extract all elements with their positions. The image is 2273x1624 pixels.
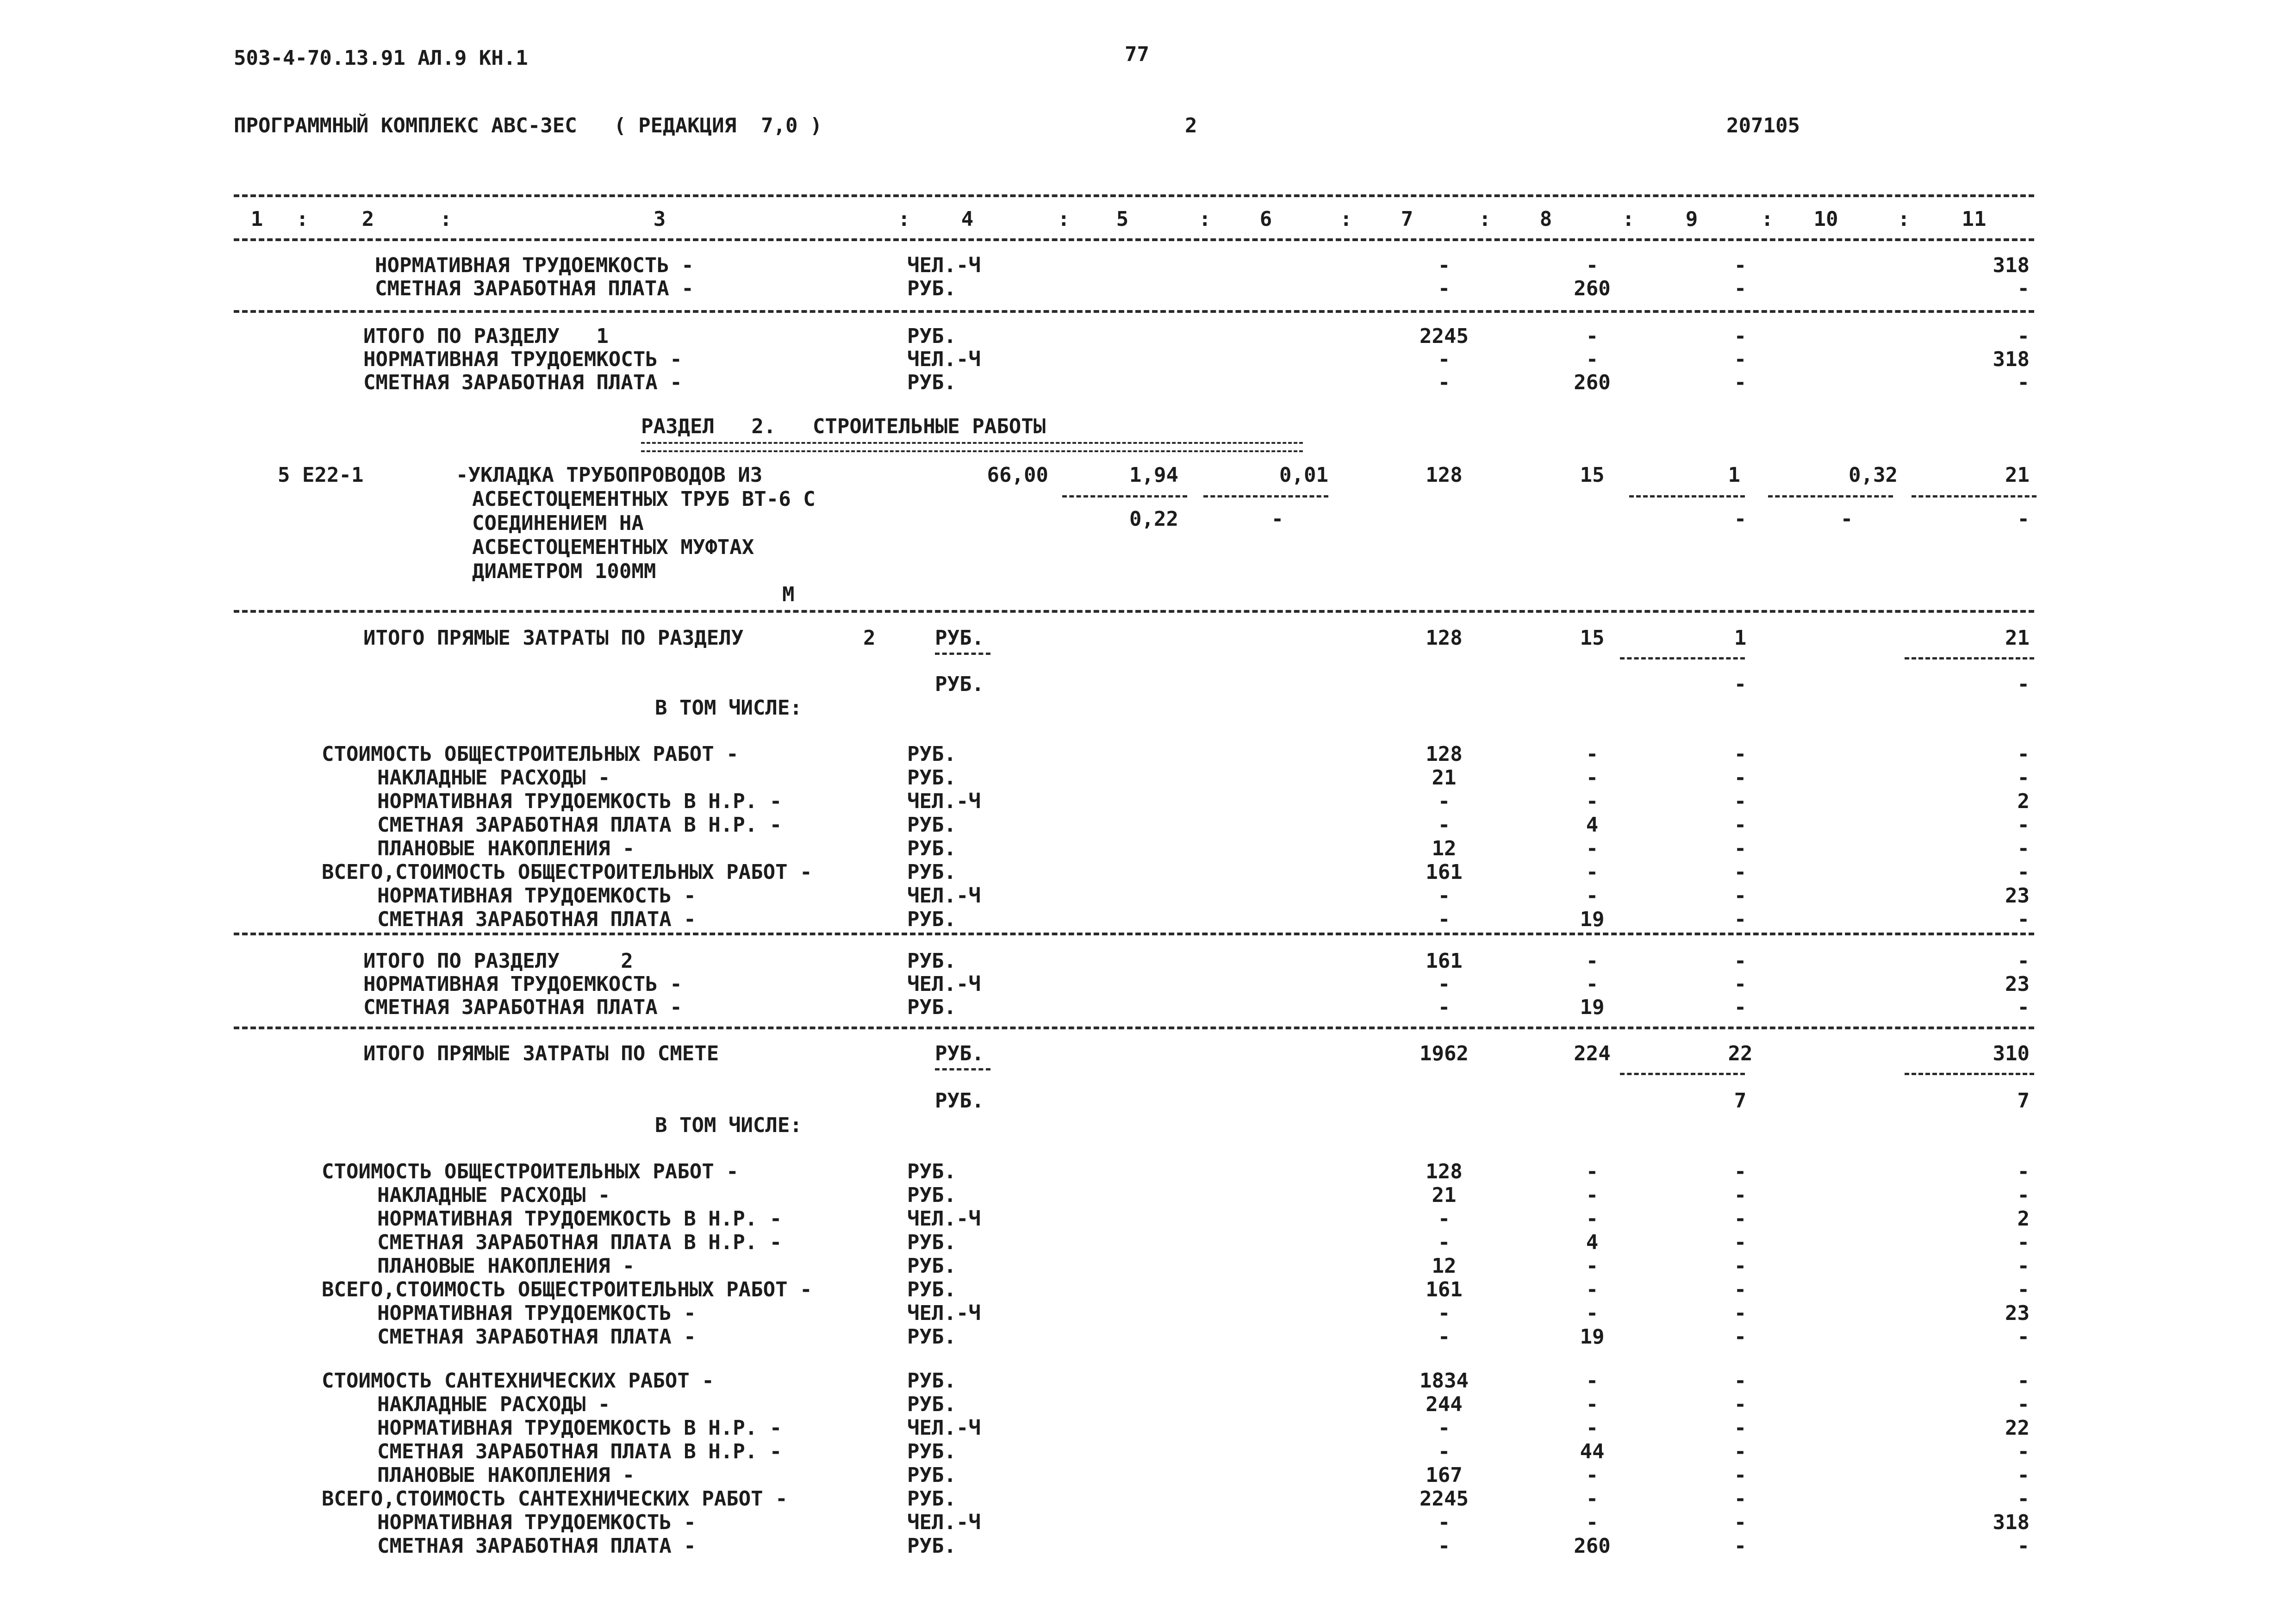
row-col8: - — [1586, 1254, 1599, 1278]
document-id: 207105 — [1726, 114, 1800, 137]
row-col9: - — [1734, 790, 1747, 813]
row-col7: 161 — [1426, 860, 1463, 884]
row-unit: ЧЕЛ.-Ч — [907, 1207, 981, 1231]
row-col9: - — [1734, 1183, 1747, 1207]
row-col7: - — [1438, 1301, 1451, 1325]
estimate-col9-underline — [1620, 1073, 1745, 1075]
row-col7: - — [1438, 996, 1451, 1019]
row-col7: - — [1438, 348, 1451, 371]
row-col8: - — [1586, 766, 1599, 790]
direct-col11-underline — [1905, 657, 2034, 660]
row-col8: - — [1586, 790, 1599, 813]
column-header-11: 11 — [1962, 207, 1987, 231]
row-col9: - — [1734, 324, 1747, 348]
row-col9: - — [1734, 860, 1747, 884]
row-col11: - — [2017, 1534, 2030, 1558]
row-label: СМЕТНАЯ ЗАРАБОТНАЯ ПЛАТА - — [377, 908, 696, 931]
row-col11: - — [2017, 813, 2030, 837]
row-unit: РУБ. — [907, 1440, 956, 1463]
row-col9: - — [1734, 1160, 1747, 1183]
row-col8: - — [1586, 1416, 1599, 1440]
direct-col9-underline — [1620, 657, 1745, 660]
row-col8: 4 — [1586, 1231, 1599, 1254]
column-separator: : — [296, 207, 309, 231]
row-col8: - — [1586, 1183, 1599, 1207]
row-label: СМЕТНАЯ ЗАРАБОТНАЯ ПЛАТА - — [377, 1534, 696, 1558]
row-col9: - — [1734, 742, 1747, 766]
row-col11: - — [2017, 837, 2030, 860]
row-label: ПЛАНОВЫЕ НАКОПЛЕНИЯ - — [377, 1463, 635, 1487]
row-col11: 318 — [1993, 254, 2030, 277]
item-price-wage: 0,22 — [1129, 507, 1178, 531]
row-unit: РУБ. — [907, 371, 956, 394]
row-unit: РУБ. — [907, 813, 956, 837]
row-col7: 244 — [1426, 1393, 1463, 1416]
including-heading: В ТОМ ЧИСЛЕ: — [655, 696, 802, 720]
row-unit: ЧЕЛ.-Ч — [907, 972, 981, 996]
row-unit: РУБ. — [907, 1183, 956, 1207]
column-header-5: 5 — [1116, 207, 1129, 231]
estimate-col9: 22 — [1728, 1042, 1753, 1065]
row-col8: 19 — [1580, 908, 1605, 931]
estimate-direct-unit: РУБ. — [935, 1042, 984, 1065]
estimate-including-heading: В ТОМ ЧИСЛЕ: — [655, 1114, 802, 1137]
row-label: НОРМАТИВНАЯ ТРУДОЕМКОСТЬ - — [377, 1511, 696, 1534]
row-label: НАКЛАДНЫЕ РАСХОДЫ - — [377, 1183, 610, 1207]
row-col11: - — [2017, 1463, 2030, 1487]
row-col11: - — [2017, 1231, 2030, 1254]
row-col7: 167 — [1426, 1463, 1463, 1487]
row-label: ПЛАНОВЫЕ НАКОПЛЕНИЯ - — [377, 837, 635, 860]
estimate-col11-underline — [1905, 1073, 2034, 1075]
row-label: НАКЛАДНЫЕ РАСХОДЫ - — [377, 766, 610, 790]
section2-breakdown-rule — [234, 933, 2034, 935]
row-label: НОРМАТИВНАЯ ТРУДОЕМКОСТЬ В Н.Р. - — [377, 1207, 782, 1231]
row-col7: - — [1438, 277, 1451, 300]
row-label: ИТОГО ПО РАЗДЕЛУ 1 — [363, 324, 609, 348]
direct-col7: 128 — [1426, 626, 1463, 650]
column-separator: : — [1622, 207, 1635, 231]
row-col8: - — [1586, 860, 1599, 884]
column-separator: : — [1058, 207, 1070, 231]
row-col11: - — [2017, 1183, 2030, 1207]
column-separator: : — [1898, 207, 1910, 231]
row-unit: РУБ. — [907, 1393, 956, 1416]
row-col11: - — [2017, 1278, 2030, 1301]
row-col11: - — [2017, 1487, 2030, 1511]
row-col9: - — [1734, 1463, 1747, 1487]
row-col8: - — [1586, 1278, 1599, 1301]
column-separator: : — [1340, 207, 1352, 231]
row-label: СМЕТНАЯ ЗАРАБОТНАЯ ПЛАТА В Н.Р. - — [377, 1231, 782, 1254]
column-separator: : — [1761, 207, 1774, 231]
row-unit: РУБ. — [907, 1325, 956, 1349]
row-col11: - — [2017, 1254, 2030, 1278]
estimate-col11: 310 — [1993, 1042, 2030, 1065]
item-col6: 0,01 — [1279, 463, 1328, 487]
row-col8: - — [1586, 1463, 1599, 1487]
row-col7: - — [1438, 1440, 1451, 1463]
row-col8: - — [1586, 1207, 1599, 1231]
row-col8: - — [1586, 972, 1599, 996]
row-col8: 44 — [1580, 1440, 1605, 1463]
column-header-1: 1 — [250, 207, 263, 231]
row-col7: - — [1438, 371, 1451, 394]
row-col9: - — [1734, 766, 1747, 790]
row-col9: - — [1734, 1393, 1747, 1416]
row-col11: - — [2017, 860, 2030, 884]
column-separator: : — [1479, 207, 1491, 231]
item-col6-wage: - — [1271, 507, 1284, 531]
column-separator: : — [440, 207, 452, 231]
item-description-line: СОЕДИНЕНИЕМ НА — [472, 511, 644, 535]
row-col9: - — [1734, 348, 1747, 371]
row-col8: 260 — [1574, 277, 1611, 300]
page-number: 77 — [1125, 43, 1149, 66]
item-description-line: АСБЕСТОЦЕМЕНТНЫХ МУФТАХ — [472, 535, 754, 559]
row-col7: 2245 — [1420, 324, 1469, 348]
col11-underline — [1912, 495, 2036, 498]
row-col7: - — [1438, 884, 1451, 908]
row-col9: - — [1734, 1416, 1747, 1440]
row-unit: РУБ. — [907, 742, 956, 766]
section2-total-rule — [234, 1027, 2034, 1029]
row-label: СМЕТНАЯ ЗАРАБОТНАЯ ПЛАТА - — [377, 1325, 696, 1349]
row-col9: - — [1734, 254, 1747, 277]
item-col11-wage: - — [2017, 507, 2030, 531]
item-description-line: АСБЕСТОЦЕМЕНТНЫХ ТРУБ ВТ-6 С — [472, 487, 816, 511]
row-unit: РУБ. — [907, 324, 956, 348]
row-unit: РУБ. — [907, 1278, 956, 1301]
row-col9: - — [1734, 1254, 1747, 1278]
row-unit: РУБ. — [907, 1160, 956, 1183]
row-unit: ЧЕЛ.-Ч — [907, 348, 981, 371]
row-col9: - — [1734, 277, 1747, 300]
row-col11: 23 — [2005, 972, 2030, 996]
column-header-10: 10 — [1813, 207, 1838, 231]
row-col7: - — [1438, 908, 1451, 931]
item-col11: 21 — [2005, 463, 2030, 487]
row-col9: - — [1734, 371, 1747, 394]
row-label: НОРМАТИВНАЯ ТРУДОЕМКОСТЬ - — [375, 254, 694, 277]
row-label: СМЕТНАЯ ЗАРАБОТНАЯ ПЛАТА - — [375, 277, 694, 300]
row-col8: - — [1586, 254, 1599, 277]
direct-col9-wage: - — [1734, 672, 1747, 696]
row-col7: - — [1438, 1325, 1451, 1349]
direct-col11-wage: - — [2017, 672, 2030, 696]
section2-items-rule — [234, 610, 2034, 613]
row-col8: - — [1586, 1511, 1599, 1534]
row-col7: 21 — [1432, 766, 1457, 790]
direct-col11: 21 — [2005, 626, 2030, 650]
row-col9: - — [1734, 1231, 1747, 1254]
estimate-col8: 224 — [1574, 1042, 1611, 1065]
column-separator: : — [898, 207, 910, 231]
row-label: НОРМАТИВНАЯ ТРУДОЕМКОСТЬ В Н.Р. - — [377, 790, 782, 813]
section-title-underline — [641, 442, 1303, 452]
row-unit: РУБ. — [907, 860, 956, 884]
row-col7: - — [1438, 1416, 1451, 1440]
row-unit: РУБ. — [907, 277, 956, 300]
document-code: 503-4-70.13.91 АЛ.9 КН.1 — [234, 46, 528, 70]
row-col11: - — [2017, 1369, 2030, 1393]
row-col11: 23 — [2005, 884, 2030, 908]
row-label: НОРМАТИВНАЯ ТРУДОЕМКОСТЬ - — [377, 884, 696, 908]
row-col11: - — [2017, 371, 2030, 394]
row-col9: - — [1734, 972, 1747, 996]
row-label: ВСЕГО,СТОИМОСТЬ ОБЩЕСТРОИТЕЛЬНЫХ РАБОТ - — [322, 1278, 812, 1301]
row-col9: - — [1734, 1487, 1747, 1511]
row-unit: РУБ. — [907, 1254, 956, 1278]
item-price: 1,94 — [1129, 463, 1178, 487]
row-label: СМЕТНАЯ ЗАРАБОТНАЯ ПЛАТА В Н.Р. - — [377, 813, 782, 837]
row-col8: - — [1586, 837, 1599, 860]
row-col7: 12 — [1432, 837, 1457, 860]
column-header-2: 2 — [361, 207, 374, 231]
item-col9: 1 — [1728, 463, 1740, 487]
estimate-direct-label: ИТОГО ПРЯМЫЕ ЗАТРАТЫ ПО СМЕТЕ — [363, 1042, 719, 1065]
row-label: ВСЕГО,СТОИМОСТЬ ОБЩЕСТРОИТЕЛЬНЫХ РАБОТ - — [322, 860, 812, 884]
estimate-col11-wage: 7 — [2017, 1089, 2030, 1113]
col9-underline — [1629, 495, 1745, 498]
row-col8: - — [1586, 884, 1599, 908]
row-col7: - — [1438, 1511, 1451, 1534]
row-label: СМЕТНАЯ ЗАРАБОТНАЯ ПЛАТА В Н.Р. - — [377, 1440, 782, 1463]
row-col8: - — [1586, 1487, 1599, 1511]
row-label: СМЕТНАЯ ЗАРАБОТНАЯ ПЛАТА - — [363, 996, 682, 1019]
row-col8: 4 — [1586, 813, 1599, 837]
column-header-3: 3 — [653, 207, 666, 231]
row-col8: - — [1586, 1369, 1599, 1393]
row-unit: ЧЕЛ.-Ч — [907, 1301, 981, 1325]
row-col7: - — [1438, 1534, 1451, 1558]
row-col11: - — [2017, 742, 2030, 766]
row-unit: РУБ. — [907, 949, 956, 973]
row-col11: - — [2017, 949, 2030, 973]
row-col9: - — [1734, 996, 1747, 1019]
column-header-8: 8 — [1539, 207, 1552, 231]
row-col11: 318 — [1993, 1511, 2030, 1534]
row-label: ИТОГО ПО РАЗДЕЛУ 2 — [363, 949, 633, 973]
row-col8: 260 — [1574, 1534, 1611, 1558]
section1-rule — [234, 310, 2034, 313]
row-unit: РУБ. — [907, 1463, 956, 1487]
item-description-line: ДИАМЕТРОМ 100ММ — [472, 560, 656, 583]
col6-underline — [1203, 495, 1328, 498]
price-underline — [1062, 495, 1187, 498]
row-unit: РУБ. — [907, 908, 956, 931]
row-col7: 1834 — [1420, 1369, 1469, 1393]
row-col11: 2 — [2017, 790, 2030, 813]
row-unit: ЧЕЛ.-Ч — [907, 1511, 981, 1534]
sheet-number: 2 — [1185, 114, 1197, 137]
row-col7: 161 — [1426, 949, 1463, 973]
row-col8: - — [1586, 1301, 1599, 1325]
item-unit: М — [782, 583, 795, 606]
row-col7: 128 — [1426, 1160, 1463, 1183]
row-col8: 19 — [1580, 1325, 1605, 1349]
row-label: НАКЛАДНЫЕ РАСХОДЫ - — [377, 1393, 610, 1416]
column-separator: : — [1199, 207, 1211, 231]
row-col11: - — [2017, 1325, 2030, 1349]
direct-costs-section: 2 — [863, 626, 876, 650]
row-col8: - — [1586, 348, 1599, 371]
row-unit: РУБ. — [907, 1369, 956, 1393]
row-label: СМЕТНАЯ ЗАРАБОТНАЯ ПЛАТА - — [363, 371, 682, 394]
row-col7: - — [1438, 790, 1451, 813]
row-col9: - — [1734, 837, 1747, 860]
item-description-line: -УКЛАДКА ТРУБОПРОВОДОВ ИЗ — [456, 463, 763, 487]
row-col7: 12 — [1432, 1254, 1457, 1278]
item-quantity: 66,00 — [987, 463, 1048, 487]
row-col7: - — [1438, 254, 1451, 277]
estimate-col9-wage: 7 — [1734, 1089, 1747, 1113]
row-col11: - — [2017, 1160, 2030, 1183]
row-label: НОРМАТИВНАЯ ТРУДОЕМКОСТЬ - — [363, 348, 682, 371]
row-col11: - — [2017, 1393, 2030, 1416]
row-col11: - — [2017, 324, 2030, 348]
unit-underline — [935, 653, 990, 655]
item-col7: 128 — [1426, 463, 1463, 487]
row-unit: РУБ. — [907, 837, 956, 860]
column-header-9: 9 — [1685, 207, 1698, 231]
row-col9: - — [1734, 1440, 1747, 1463]
row-col11: 23 — [2005, 1301, 2030, 1325]
row-label: ПЛАНОВЫЕ НАКОПЛЕНИЯ - — [377, 1254, 635, 1278]
row-col9: - — [1734, 1207, 1747, 1231]
row-label: СТОИМОСТЬ ОБЩЕСТРОИТЕЛЬНЫХ РАБОТ - — [322, 1160, 739, 1183]
col10-underline — [1768, 495, 1893, 498]
row-unit: РУБ. — [907, 1231, 956, 1254]
row-unit: РУБ. — [907, 1487, 956, 1511]
item-col8: 15 — [1580, 463, 1605, 487]
row-unit: ЧЕЛ.-Ч — [907, 884, 981, 908]
item-col10: 0,32 — [1849, 463, 1898, 487]
row-col11: - — [2017, 996, 2030, 1019]
row-col9: - — [1734, 1369, 1747, 1393]
row-col9: - — [1734, 813, 1747, 837]
row-col8: - — [1586, 742, 1599, 766]
section-title: РАЗДЕЛ 2. СТРОИТЕЛЬНЫЕ РАБОТЫ — [641, 415, 1046, 438]
row-col9: - — [1734, 1325, 1747, 1349]
row-label: СТОИМОСТЬ САНТЕХНИЧЕСКИХ РАБОТ - — [322, 1369, 714, 1393]
row-col11: - — [2017, 908, 2030, 931]
column-header-7: 7 — [1401, 207, 1414, 231]
row-col9: - — [1734, 949, 1747, 973]
direct-costs-unit: РУБ. — [935, 626, 984, 650]
row-col9: - — [1734, 1511, 1747, 1534]
item-col9-wage: - — [1734, 507, 1747, 531]
row-col7: - — [1438, 1207, 1451, 1231]
item-col10-wage: - — [1840, 507, 1853, 531]
row-unit: РУБ. — [907, 1534, 956, 1558]
row-label: НОРМАТИВНАЯ ТРУДОЕМКОСТЬ - — [377, 1301, 696, 1325]
row-col7: - — [1438, 1231, 1451, 1254]
row-col8: - — [1586, 324, 1599, 348]
estimate-col7: 1962 — [1420, 1042, 1469, 1065]
estimate-direct-unit-wage: РУБ. — [935, 1089, 984, 1113]
row-col11: 2 — [2017, 1207, 2030, 1231]
row-col9: - — [1734, 908, 1747, 931]
row-col7: - — [1438, 972, 1451, 996]
row-unit: РУБ. — [907, 766, 956, 790]
row-col9: - — [1734, 884, 1747, 908]
row-col7: 21 — [1432, 1183, 1457, 1207]
direct-costs-unit-wage: РУБ. — [935, 672, 984, 696]
row-col9: - — [1734, 1534, 1747, 1558]
row-label: НОРМАТИВНАЯ ТРУДОЕМКОСТЬ - — [363, 972, 682, 996]
direct-col9: 1 — [1734, 626, 1747, 650]
row-label: ВСЕГО,СТОИМОСТЬ САНТЕХНИЧЕСКИХ РАБОТ - — [322, 1487, 788, 1511]
row-col8: 260 — [1574, 371, 1611, 394]
row-col9: - — [1734, 1278, 1747, 1301]
direct-costs-label: ИТОГО ПРЯМЫЕ ЗАТРАТЫ ПО РАЗДЕЛУ — [363, 626, 744, 650]
row-label: НОРМАТИВНАЯ ТРУДОЕМКОСТЬ В Н.Р. - — [377, 1416, 782, 1440]
table-top-rule — [234, 194, 2034, 197]
direct-col8: 15 — [1580, 626, 1605, 650]
column-header-6: 6 — [1259, 207, 1272, 231]
row-col8: 19 — [1580, 996, 1605, 1019]
row-unit: ЧЕЛ.-Ч — [907, 254, 981, 277]
estimate-unit-underline — [935, 1068, 990, 1070]
row-col11: - — [2017, 1440, 2030, 1463]
row-col7: 161 — [1426, 1278, 1463, 1301]
column-header-4: 4 — [961, 207, 974, 231]
row-col11: 22 — [2005, 1416, 2030, 1440]
row-col8: - — [1586, 1160, 1599, 1183]
row-col8: - — [1586, 1393, 1599, 1416]
row-col11: - — [2017, 766, 2030, 790]
row-unit: ЧЕЛ.-Ч — [907, 790, 981, 813]
row-unit: ЧЕЛ.-Ч — [907, 1416, 981, 1440]
row-col7: 2245 — [1420, 1487, 1469, 1511]
item-number: 5 Е22-1 — [278, 463, 364, 487]
row-col11: - — [2017, 277, 2030, 300]
row-col7: 128 — [1426, 742, 1463, 766]
row-unit: РУБ. — [907, 996, 956, 1019]
column-header-rule — [234, 238, 2034, 241]
row-col7: - — [1438, 813, 1451, 837]
row-col11: 318 — [1993, 348, 2030, 371]
row-col9: - — [1734, 1301, 1747, 1325]
program-title: ПРОГРАММНЫЙ КОМПЛЕКС АВС-3ЕС ( РЕДАКЦИЯ 7,0 ) — [234, 114, 822, 137]
row-col8: - — [1586, 949, 1599, 973]
row-label: СТОИМОСТЬ ОБЩЕСТРОИТЕЛЬНЫХ РАБОТ - — [322, 742, 739, 766]
